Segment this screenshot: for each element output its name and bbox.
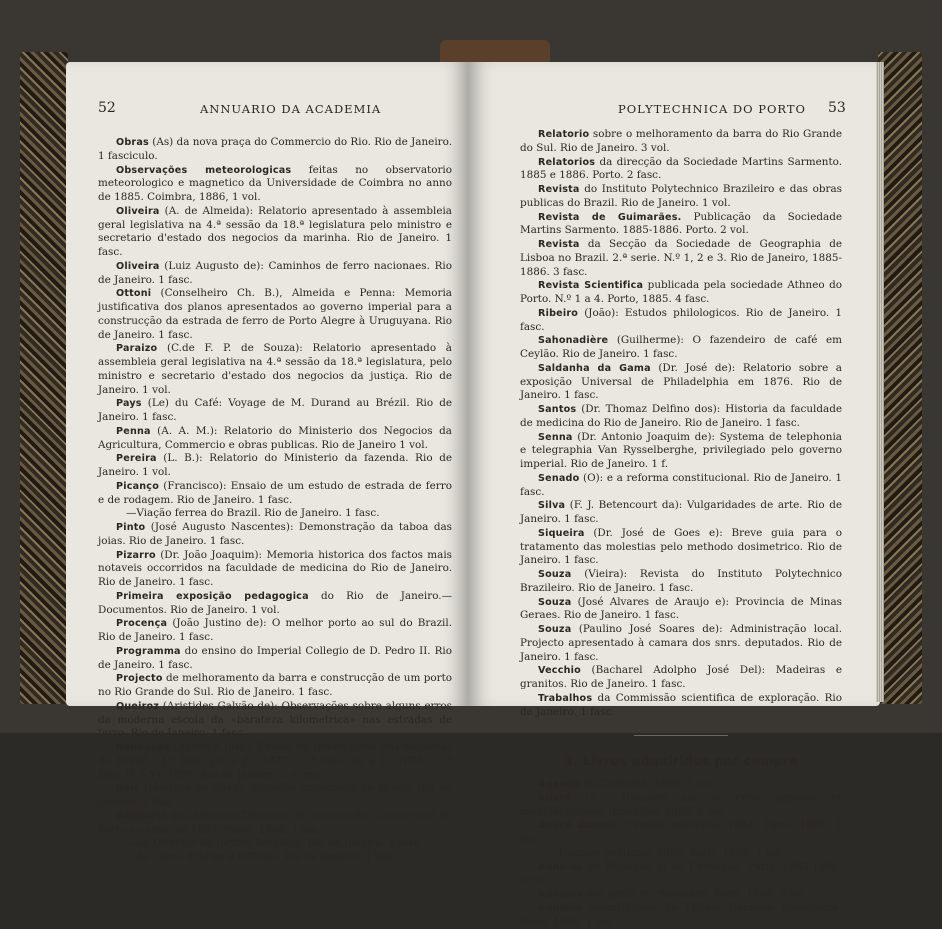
entry-text: (A.): Discours sur la crise agricole et manufacturière. Bruxelles, 1886. 1 vol. — [520, 791, 842, 818]
entry-keyword: Sahonadière — [538, 335, 609, 347]
catalog-entry — [520, 623, 842, 664]
catalog-entry — [520, 902, 842, 929]
marbled-cover-right — [878, 52, 922, 704]
entry-keyword: Reis — [116, 783, 140, 795]
page-edges — [876, 62, 884, 702]
running-header: ANNUARIO DA ACADEMIA — [200, 102, 382, 116]
entry-text: da direcção da Sociedade Martins Sarmento. 1885 e 1886. Porto. 2 fasc. — [520, 155, 842, 182]
catalog-entry — [98, 590, 452, 618]
entry-keyword: Silva — [538, 500, 566, 512]
catalog-entry — [98, 617, 452, 645]
catalog-entry — [520, 156, 842, 184]
entry-keyword: Agenda — [538, 779, 581, 790]
catalog-entry — [98, 782, 452, 810]
entry-keyword: Souza — [538, 569, 572, 580]
entry-text: (Paulino José Soares de): Administração local. Projecto apresentado à camara dos snrs. deputados. Rio de Janeiro. 1 fasc. — [520, 623, 842, 663]
catalog-entry — [98, 342, 452, 397]
running-header: POLYTECHNICA DO PORTO — [618, 102, 806, 116]
catalog-entry — [520, 499, 842, 527]
entry-keyword: Revista — [538, 239, 580, 250]
entry-text: de Physique et de Chimique. Paris, 1885-1886. 6 vol. — [520, 860, 842, 887]
entry-text: du Chimiste. 1886. 1 vol. — [580, 778, 716, 790]
entry-text: (José Augusto Nascentes): Demonstração da taboa das joias. Rio de Janeiro. 1 fasc. — [98, 521, 452, 547]
catalog-entry — [520, 692, 842, 720]
catalog-entry — [520, 431, 842, 472]
catalog-entry — [98, 205, 452, 260]
entry-keyword: Primeira exposição pedagogica — [116, 590, 309, 602]
entry-text: (Dr. João Joaquim): Memoria historica dos factos mais notaveis occorridos na faculdade de medicina do Rio de Janeiro. Rio de Janeiro. 1 fasc. — [98, 548, 452, 588]
sub-entry: —do Lyceu d'Artes e Officios. Rio de Janeiro. 1 fasc. — [126, 851, 400, 863]
entry-text: (João): Estudos philologicos. Rio de Janeiro. 1 fasc. — [520, 306, 842, 333]
entry-text: feitas no observatorio meteorologico e magnetico da Universidade de Coimbra no anno de 1885. Coimbra, 1886, 1 vol. — [98, 163, 452, 203]
catalog-entry — [98, 452, 452, 480]
entry-text: (L. B.): Relatorio do Ministerio da fazenda. Rio de Janeiro. 1 vol. — [98, 452, 452, 478]
catalog-entry — [520, 403, 842, 431]
entry-keyword: Obras — [116, 137, 149, 148]
catalog-entry — [520, 334, 842, 362]
entry-keyword: Relatorio — [538, 129, 590, 140]
page-number: 52 — [98, 100, 116, 116]
entry-keyword: Ottoni — [116, 288, 152, 300]
entry-text: (André e José): Ensaio do indice geral das madeiras do Brazil.—1.º fasc. (D. a F.) 1877.—2.º fasc. (D a L) 1878.—3.º fasc. (L a Y). 1878. Rio de Janeiro. 3 v. enc. — [98, 741, 452, 781]
entry-keyword: Relatorio — [116, 810, 168, 822]
right-page — [468, 62, 880, 928]
left-page-body — [98, 136, 452, 865]
marbled-cover-left — [20, 52, 68, 704]
entry-keyword: Rebouças — [116, 742, 170, 753]
entry-keyword: Programma — [116, 645, 181, 657]
catalog-entry — [520, 279, 842, 307]
catalog-entry — [520, 792, 842, 820]
entry-keyword: Oliveira — [116, 260, 160, 272]
catalog-entry — [98, 136, 452, 164]
catalog-entry — [520, 362, 842, 403]
entry-keyword: Vecchio — [538, 665, 581, 677]
catalog-entry — [520, 527, 842, 568]
entry-text: (Dr. José de): Relatorio sobre a exposição Universal de Philadelphia em 1876. Rio de Janeiro. 1 fasc. — [520, 361, 843, 402]
section-divider — [634, 735, 728, 736]
entry-keyword: Projecto — [116, 673, 163, 685]
entry-keyword: Relatorios — [538, 156, 596, 168]
catalog-entry — [98, 480, 452, 508]
entry-text: dos actos da Direcção da Associação Commercial do Porto no anno de 1885. Porto, 1886. 1 vol. — [98, 809, 452, 836]
entry-text: (Conselheiro Ch. B.), Almeida e Penna: Memoria justificativa dos planos apresentados ao governo imperial para a construcção da estrada de ferro de Porto Alegre à Uruguyana. Rio de Janeiro. 1 fasc. — [98, 287, 452, 341]
entry-keyword: Observações meteorologicas — [116, 164, 292, 176]
sub-entry: —L'année politique, 1885. Paris, 1886. 1 vol. — [548, 846, 785, 859]
entry-text: de melhoramento da barra e construcção de um porto no Rio Grande do Sul. Rio de Janeiro. 1 fasc. — [98, 672, 452, 698]
catalog-entry — [520, 307, 842, 335]
entry-keyword: Paraizo — [116, 343, 158, 355]
entry-text: (José Alvares de Araujo e): Provincia de Minas Geraes. Rio de Janeiro. 1 fasc. — [520, 595, 842, 622]
section-entry-list — [520, 778, 842, 929]
catalog-entry — [520, 568, 842, 596]
catalog-entry — [98, 164, 452, 205]
entry-keyword: Senado — [538, 472, 580, 484]
entry-text: (Malvino da Silva): Situação economica do Brazil. Rio de Janeiro. 1 fasc. — [98, 782, 452, 808]
entry-keyword: Allard — [538, 792, 572, 804]
catalog-entry — [98, 700, 452, 741]
entry-keyword: Revista de Guimarães. — [538, 211, 682, 223]
catalog-entry — [98, 810, 452, 838]
entry-keyword: Souza — [538, 596, 572, 608]
entry-text: da Secção da Sociedade de Geographia de Lisboa no Brazil. 2.ª serie. N.º 1, 2 e 3. Rio de Janeiro, 1885-1886. 3 fasc. — [520, 238, 842, 278]
catalog-entry — [98, 521, 452, 549]
entry-text: (João Justino de): O melhor porto ao sul do Brazil. Rio de Janeiro. 1 fasc. — [98, 617, 452, 643]
entry-keyword: Ribeiro — [538, 307, 579, 319]
entry-text: L'année politique, 1884. Paris, 1885. 1 vol. — [520, 819, 842, 845]
entry-keyword: Santos — [538, 404, 577, 415]
right-page-body — [520, 128, 842, 929]
catalog-entry — [520, 128, 842, 156]
catalog-entry — [98, 260, 452, 288]
entry-text: Publicação da Sociedade Martins Sarmento. 1885-1886. Porto. 2 vol. — [520, 210, 842, 237]
entry-text: (Dr. Antonio Joaquim de): Systema de telephonia e telegraphia Van Rysselberghe, privilegiado pelo governo imperial. Rio de Janeiro. 1 f. — [520, 430, 842, 470]
entry-keyword: Senna — [538, 431, 573, 443]
entry-keyword: Siqueira — [538, 527, 585, 539]
catalog-entry — [98, 397, 452, 425]
catalog-entry — [98, 672, 452, 700]
catalog-entry — [520, 819, 842, 847]
catalog-entry — [520, 664, 842, 692]
entry-text: (Aristides Galvão de): Observações sobre alguns erros da moderna escola da «barateza kilometrica» nas estradas de ferro. Rio de Janeiro. 1 fasc. — [98, 699, 452, 740]
catalog-entry — [98, 741, 452, 782]
catalog-entry — [520, 472, 842, 500]
sub-entry: —do Director do Jardim Botanico. Rio de Janeiro. 1 fasc. — [126, 837, 423, 850]
entry-text: (A. A. M.): Relatorio do Ministerio dos Negocios da Agricultura, Commercio e obras publicas. Rio de Janeiro 1 vol. — [98, 424, 452, 451]
entry-text: do Rio de Janeiro.—Documentos. Rio de Janeiro. 1 vol. — [98, 589, 452, 616]
catalog-entry — [98, 549, 452, 590]
entry-text: da Commissão scientifica de exploração. Rio de Janeiro. 1 fasc. — [520, 691, 842, 718]
entry-keyword: Queiroz — [116, 700, 160, 712]
entry-keyword: Pereira — [116, 453, 157, 465]
entry-text: (F. J. Betencourt da): Vulgaridades de arte. Rio de Janeiro. 1 fasc. — [520, 499, 842, 525]
catalog-entry — [520, 861, 842, 889]
catalog-entry — [520, 778, 842, 792]
entry-keyword: Revista Scientifica — [538, 280, 644, 292]
entry-text: (C.de F. P. de Souza): Relatorio apresentado à assembleia geral legislativa na 4.ª sessão da 18.ª legislatura, pelo ministro e secretario d'estado dos negocios da justiça. Rio de Janeiro. 1 vol. — [98, 342, 452, 396]
catalog-entry — [520, 211, 842, 239]
entry-keyword: Oliveira — [116, 205, 160, 217]
entry-text: des ponts et chaussées. Paris, 1886. 2 vol. — [582, 888, 809, 900]
entry-keyword: Annales — [538, 889, 583, 900]
entry-text: (Dr. José de Goes e): Breve guia para o tratamento das molestias pelo methodo dosimetrico. Rio de Janeiro. 1 fasc. — [520, 526, 842, 567]
entry-keyword: Revista — [538, 184, 580, 195]
catalog-entry — [520, 183, 842, 211]
entry-text: (Vieira): Revista do Instituto Polytechnico Brazileiro. Rio de Janeiro. 1 fasc. — [520, 568, 842, 594]
entry-keyword: Saldanha da Gama — [538, 362, 651, 374]
left-page — [66, 62, 468, 863]
entry-keyword: Annales — [538, 902, 583, 914]
entry-text: (As) da nova praça do Commercio do Rio. Rio de Janeiro. 1 fasciculo. — [98, 136, 452, 162]
entry-keyword: Annales — [538, 861, 583, 873]
entry-keyword: Penna — [116, 425, 151, 437]
entry-keyword: Pays — [116, 398, 142, 410]
entry-text: (O): e a reforma constitucional. Rio de Janeiro. 1 fasc. — [520, 471, 842, 498]
entry-keyword: Procença — [116, 618, 168, 630]
entry-text: (Le) du Café: Voyage de M. Durand au Brézil. Rio de Janeiro. 1 fasc. — [98, 397, 452, 423]
catalog-entry — [520, 238, 842, 279]
entry-list — [520, 128, 842, 719]
entry-text: do ensino do Imperial Collegio de D. Pedro II. Rio de Janeiro. 1 fasc. — [98, 644, 452, 671]
entry-text: (Guilherme): O fazendeiro de café em Ceylão. Rio de Janeiro. 1 fasc. — [520, 334, 842, 360]
catalog-entry — [520, 888, 842, 902]
entry-text: (A. de Almeida): Relatorio apresentado à assembleia geral legislativa na 4.ª sessão da 18.ª legislatura pelo ministro e secretario d'estado dos negocios da marinha. Rio de Janeiro. 1 fasc. — [98, 204, 452, 258]
entry-text: scientifiques de l'Ecole Normale superieure. Paris, 1886. 1 vol. — [520, 901, 842, 928]
entry-keyword: Souza — [538, 624, 572, 635]
catalog-entry — [98, 425, 452, 453]
section-title: 3. Livros adquiridos por compra — [564, 753, 798, 769]
entry-keyword: Pizarro — [116, 549, 156, 561]
catalog-entry — [98, 287, 452, 342]
entry-text: (Dr. Thomaz Delfino dos): Historia da faculdade de medicina do Rio de Janeiro. Rio de Janeiro. 1 fasc. — [520, 403, 842, 429]
entry-text: (Bacharel Adolpho José Del): Madeiras e granitos. Rio de Janeiro. 1 fasc. — [520, 664, 842, 690]
entry-text: (Francisco): Ensaio de um estudo de estrada de ferro e de rodagem. Rio de Janeiro. 1 fasc. — [98, 479, 452, 506]
entry-keyword: Picanço — [116, 480, 159, 492]
page-number: 53 — [828, 100, 846, 116]
entry-text: do Instituto Polytechnico Brazileiro e das obras publicas do Brazil. Rio de Janeiro. 1 vol. — [520, 183, 842, 209]
entry-text: sobre o melhoramento da barra do Rio Grande do Sul. Rio de Janeiro. 3 vol. — [520, 128, 842, 154]
entry-keyword: Trabalhos — [538, 692, 593, 704]
catalog-entry — [98, 645, 452, 673]
book-spine — [440, 40, 550, 64]
entry-keyword: André Daniel: — [538, 820, 618, 832]
entry-keyword: Pinto — [116, 522, 146, 533]
catalog-entry — [520, 596, 842, 624]
entry-text: publicada pela sociedade Athneo do Porto. N.º 1 a 4. Porto, 1885. 4 fasc. — [520, 279, 842, 305]
sub-entry: —Viação ferrea do Brazil. Rio de Janeiro. 1 fasc. — [126, 507, 380, 520]
entry-text: (Luiz Augusto de): Caminhos de ferro nacionaes. Rio de Janeiro. 1 fasc. — [98, 259, 452, 286]
